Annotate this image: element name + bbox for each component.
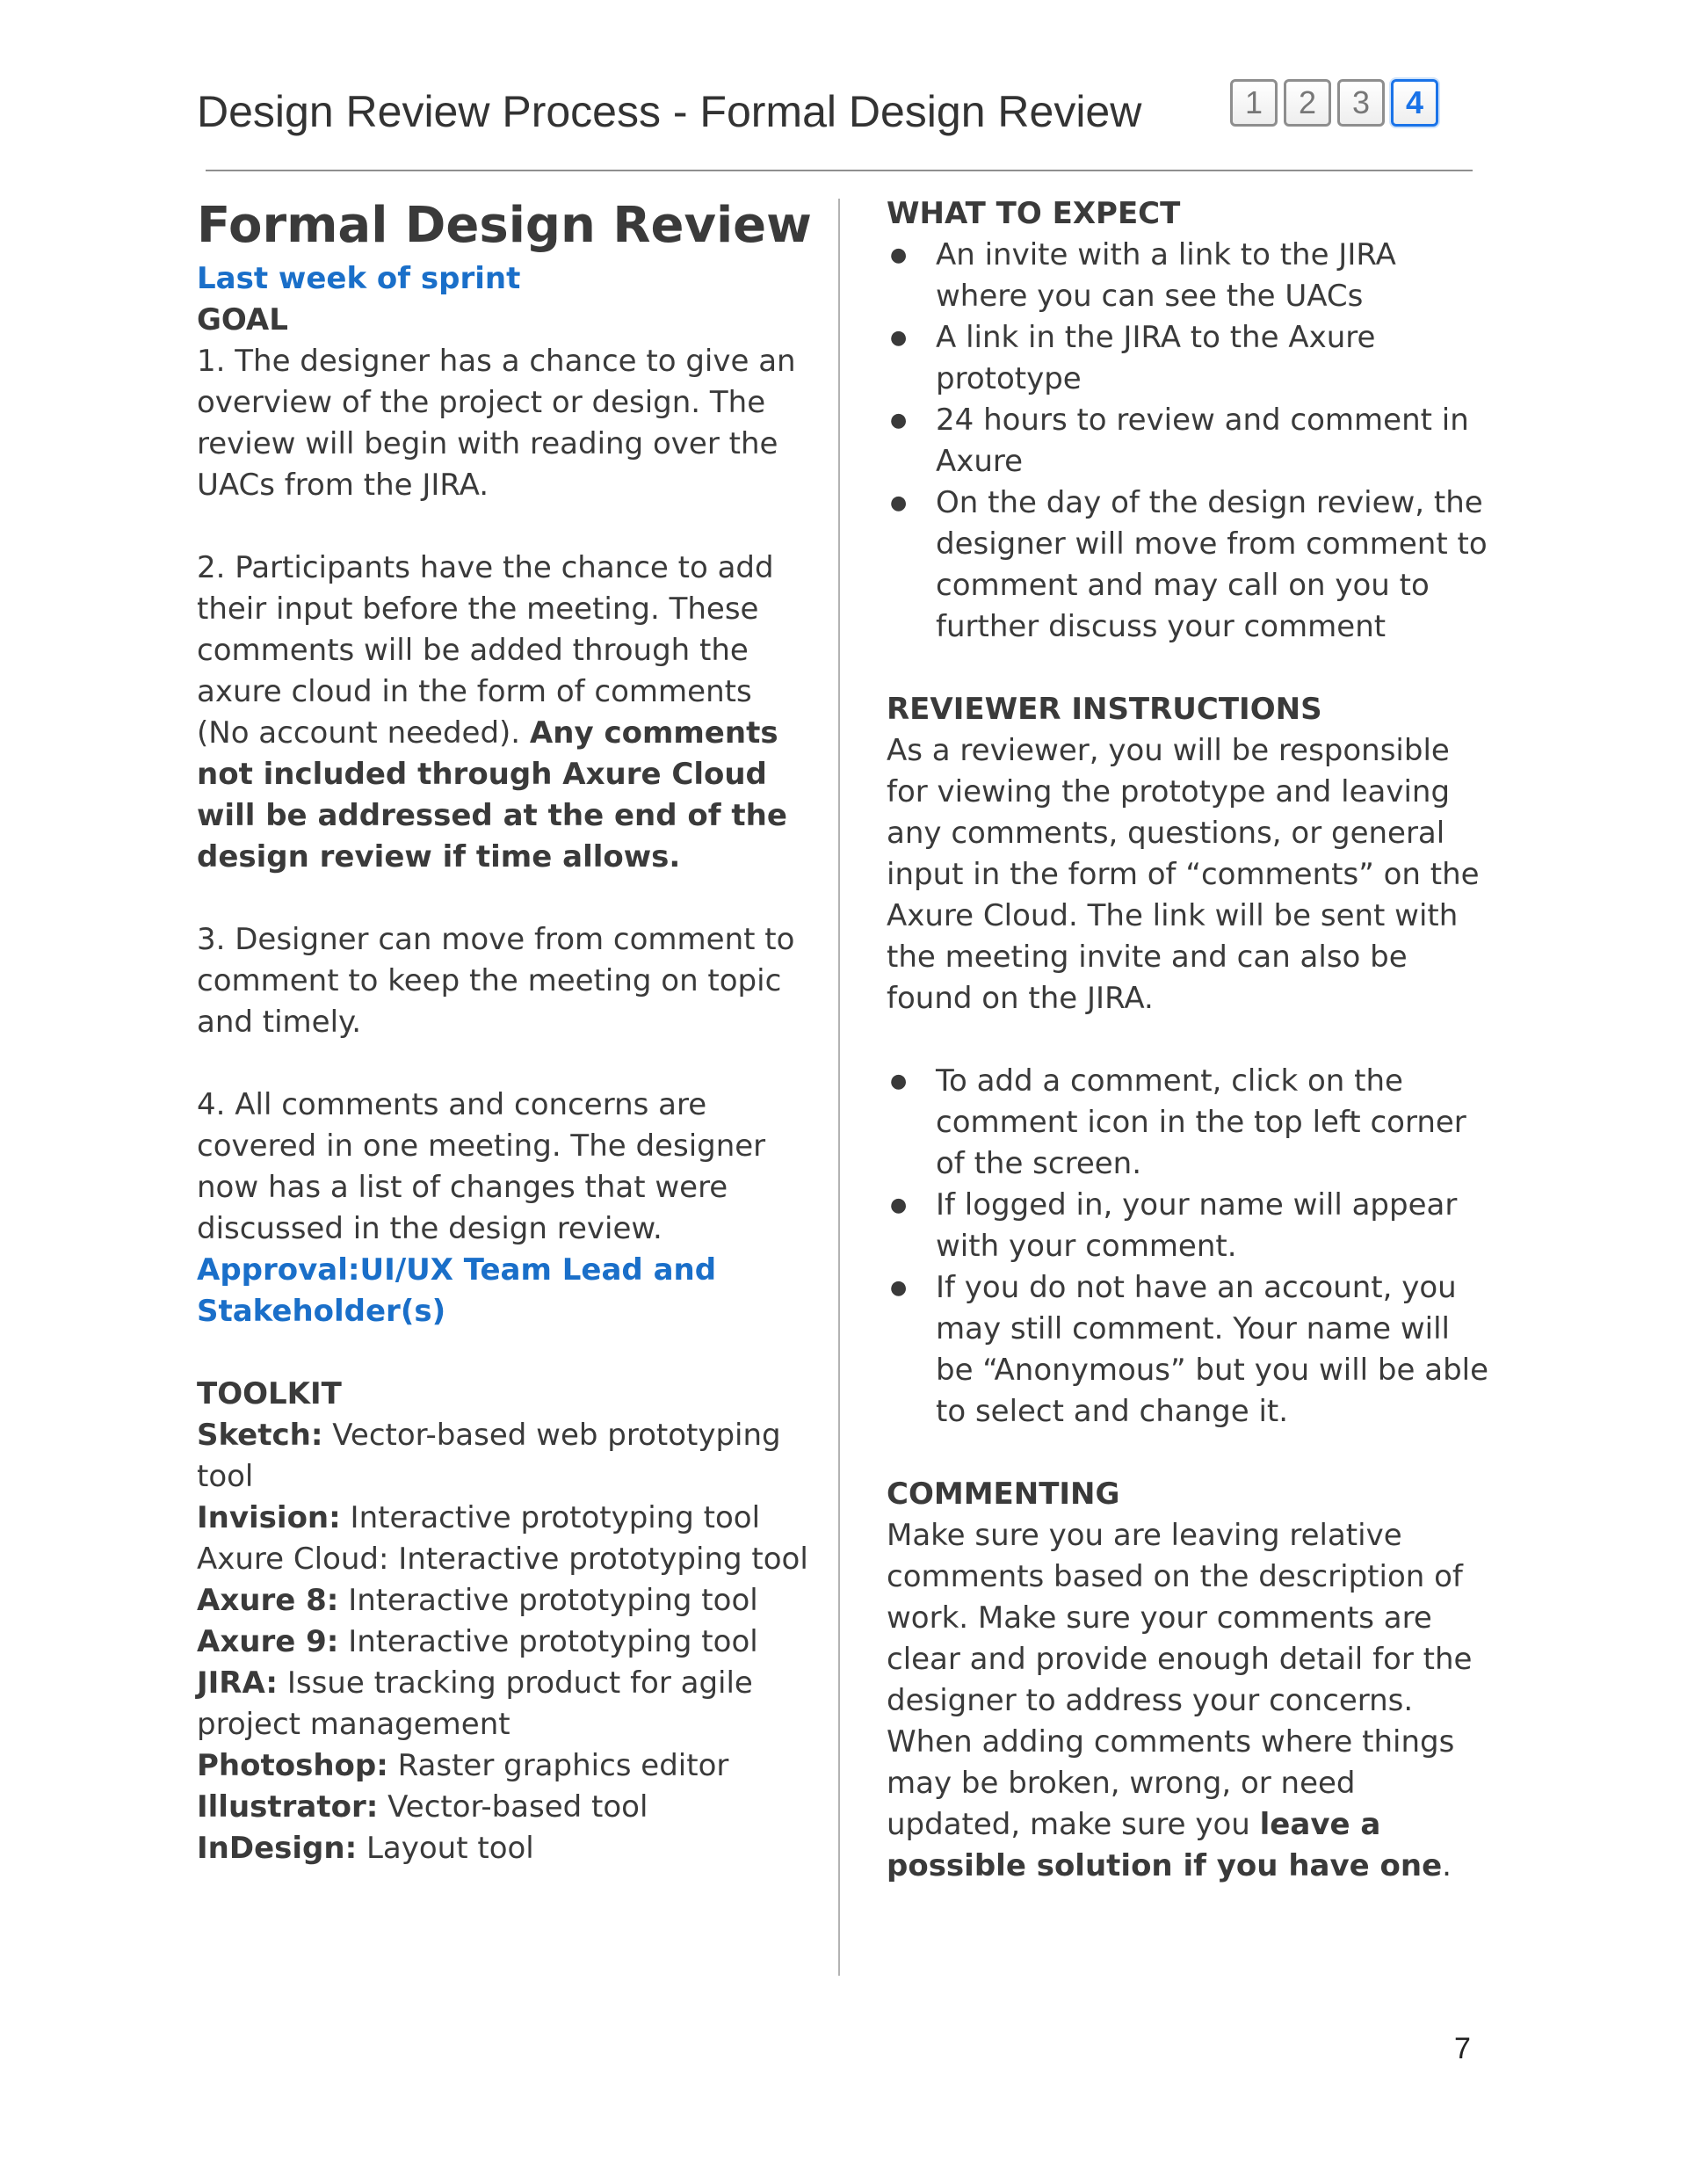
expect-heading: WHAT TO EXPECT	[887, 196, 1181, 231]
toolkit-item: Photoshop: Raster graphics editor	[197, 1748, 729, 1783]
step-2: 2	[1284, 79, 1331, 127]
goal-step-4: 4. All comments and concerns are covered in one meeting. The designer now has a list of changes that were discussed in the design review.	[197, 1087, 766, 1246]
section-title: Formal Design Review	[197, 197, 812, 254]
commenting-text: Make sure you are leaving relative comments based on the description of work. Make sure your comments are clear and provide enough detail for the designer to address your concerns. When adding comments where things may be broken, wrong, or need updated, make sure you leave a possible solution if you have one.	[887, 1518, 1473, 1883]
step-1: 1	[1230, 79, 1278, 127]
goal-step-2-text: 2. Participants have the chance to add their input before the meeting. These comments will be added through the axure cloud in the form of comments (No account needed).	[197, 550, 774, 751]
step-3: 3	[1337, 79, 1385, 127]
goal-step-2-emphasis: Any comments not included through Axure Cloud will be addressed at the end of the design review if time allows.	[197, 715, 787, 874]
expect-list	[887, 235, 1493, 648]
list-item: ● An invite with a link to the JIRA where you can see the UACs	[887, 235, 1493, 317]
goal-step-2	[197, 548, 812, 878]
page-number: 7	[1454, 2032, 1471, 2065]
toolkit-item: Axure 9: Interactive prototyping tool	[197, 1624, 758, 1659]
reviewer-list	[887, 1061, 1493, 1433]
page-header	[197, 86, 1473, 144]
list-item: ● On the day of the design review, the designer will move from comment to comment and may call on you to further discuss your comment	[887, 483, 1493, 648]
step-indicator	[1230, 79, 1438, 127]
toolkit-item: Axure Cloud: Interactive prototyping tool	[197, 1542, 808, 1577]
right-column	[887, 193, 1493, 1887]
step-4-current: 4	[1391, 79, 1438, 127]
header-divider	[206, 170, 1473, 171]
commenting-emphasis: leave a possible solution if you have one	[887, 1807, 1443, 1883]
header-title: Design Review Process - Formal Design Review	[197, 87, 1142, 136]
goal-heading: GOAL	[197, 302, 288, 337]
list-item: ● 24 hours to review and comment in Axure	[887, 400, 1493, 483]
toolkit-item: Invision: Interactive prototyping tool	[197, 1500, 761, 1535]
goal-step-3: 3. Designer can move from comment to comment to keep the meeting on topic and timely.	[197, 922, 795, 1040]
goal-step-1: 1. The designer has a chance to give an overview of the project or design. The review will begin with reading over the UACs from the JIRA.	[197, 344, 796, 503]
list-item: ● A link in the JIRA to the Axure prototype	[887, 317, 1493, 400]
list-item: ● If you do not have an account, you may still comment. Your name will be “Anonymous” but you will be able to select and change it.	[887, 1267, 1493, 1433]
toolkit-item: Axure 8: Interactive prototyping tool	[197, 1583, 758, 1618]
toolkit-item: JIRA: Issue tracking product for agile project management	[197, 1665, 753, 1742]
reviewer-text: As a reviewer, you will be responsible for viewing the prototype and leaving any comments, questions, or general input in the form of “comments” on the Axure Cloud. The link will be sent with the meeting invite and can also be found on the JIRA.	[887, 733, 1480, 1016]
reviewer-heading: REVIEWER INSTRUCTIONS	[887, 692, 1322, 727]
toolkit-item: InDesign: Layout tool	[197, 1831, 534, 1866]
approval-note: Approval:UI/UX Team Lead and Stakeholder(s)	[197, 1252, 717, 1329]
list-item: ● If logged in, your name will appear with your comment.	[887, 1185, 1493, 1267]
toolkit-heading: TOOLKIT	[197, 1376, 342, 1411]
section-subtitle: Last week of sprint	[197, 261, 521, 296]
toolkit-item: Illustrator: Vector-based tool	[197, 1789, 648, 1825]
commenting-heading: COMMENTING	[887, 1477, 1120, 1512]
toolkit-item: Sketch: Vector-based web prototyping tool	[197, 1418, 781, 1494]
column-divider	[838, 199, 840, 1976]
left-column	[197, 193, 812, 1869]
toolkit-list	[197, 1415, 812, 1869]
list-item: ● To add a comment, click on the comment icon in the top left corner of the screen.	[887, 1061, 1493, 1185]
